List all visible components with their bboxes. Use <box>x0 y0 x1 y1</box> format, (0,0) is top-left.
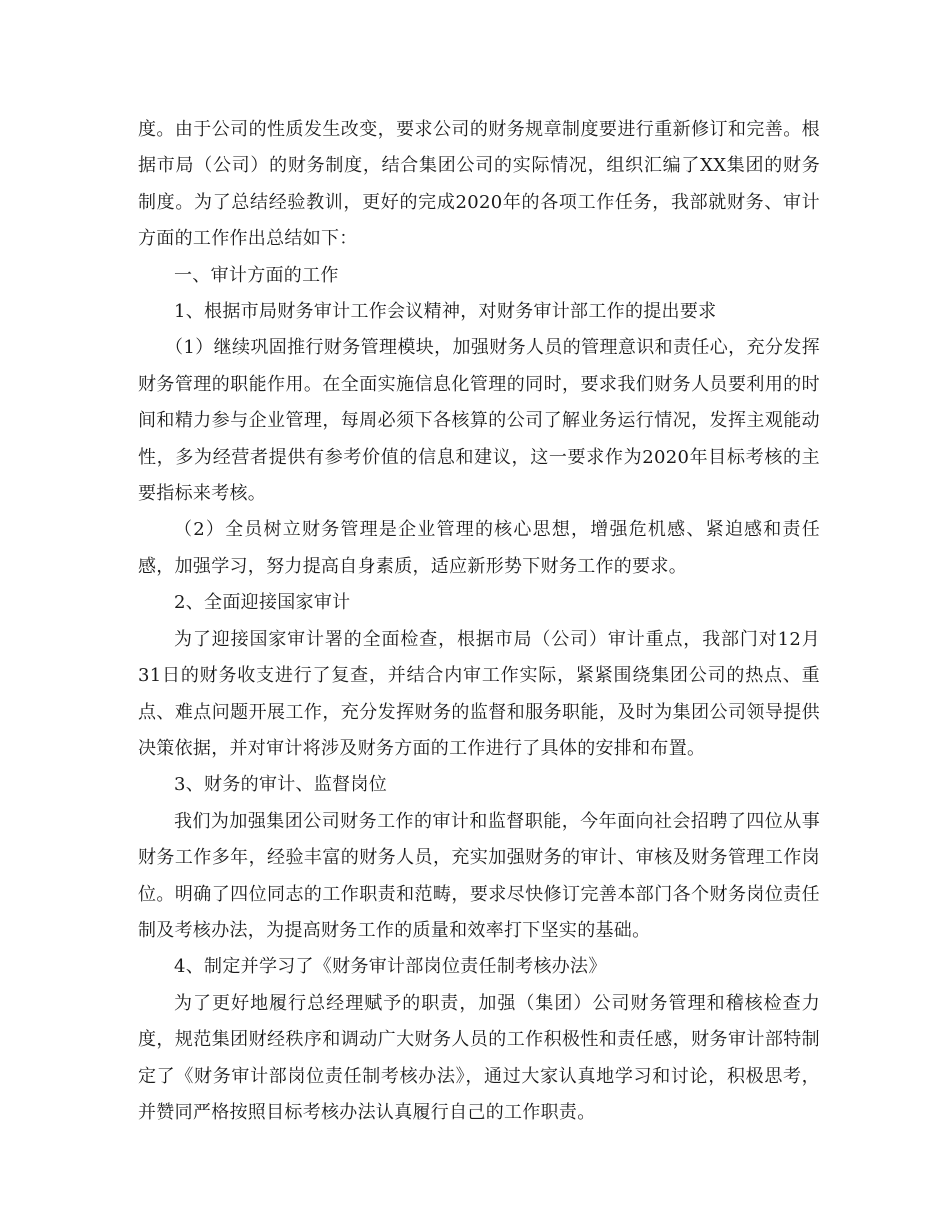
paragraph-item-3: 我们为加强集团公司财务工作的审计和监督职能，今年面向社会招聘了四位从事财务工作多年，经验丰富的财务人员，充实加强财务的审计、审核及财务管理工作岗位。明确了四位同志的工作职责和范畴，要求尽快修订完善本部门各个财务岗位责任制及考核办法，为提高财务工作的质量和效率打下坚实的基础。 <box>138 810 820 941</box>
heading-item-4: 4、制定并学习了《财务审计部岗位责任制考核办法》 <box>174 956 607 978</box>
document-body <box>138 112 820 1131</box>
heading-item-2: 2、全面迎接国家审计 <box>174 592 351 614</box>
heading-item-3: 3、财务的审计、监督岗位 <box>174 774 388 796</box>
heading-item-1: 1、根据市局财务审计工作会议精神，对财务审计部工作的提出要求 <box>174 301 717 323</box>
paragraph-item-1-2: （2）全员树立财务管理是企业管理的核心思想，增强危机感、紧迫感和责任感，加强学习，努力提高自身素质，适应新形势下财务工作的要求。 <box>138 519 820 577</box>
paragraph-intro: 度。由于公司的性质发生改变，要求公司的财务规章制度要进行重新修订和完善。根据市局（公司）的财务制度，结合集团公司的实际情况，组织汇编了XX集团的财务制度。为了总结经验教训，更好的完成2020年的各项工作任务，我部就财务、审计方面的工作作出总结如下： <box>138 119 820 250</box>
paragraph-item-4: 为了更好地履行总经理赋予的职责，加强（集团）公司财务管理和稽核检查力度，规范集团财经秩序和调动广大财务人员的工作积极性和责任感，财务审计部特制定了《财务审计部岗位责任制考核办法》，通过大家认真地学习和讨论，积极思考，并赞同严格按照目标考核办法认真履行自己的工作职责。 <box>138 992 820 1123</box>
paragraph-item-1-1: （1）继续巩固推行财务管理模块，加强财务人员的管理意识和责任心，充分发挥财务管理的职能作用。在全面实施信息化管理的同时，要求我们财务人员要利用的时间和精力参与企业管理，每周必须下各核算的公司了解业务运行情况，发挥主观能动性，多为经营者提供有参考价值的信息和建议，这一要求作为2020年目标考核的主要指标来考核。 <box>138 337 820 505</box>
heading-audit-work: 一、审计方面的工作 <box>174 264 339 286</box>
paragraph-item-2: 为了迎接国家审计署的全面检查，根据市局（公司）审计重点，我部门对12月31日的财务收支进行了复查，并结合内审工作实际，紧紧围绕集团公司的热点、重点、难点问题开展工作，充分发挥财务的监督和服务职能，及时为集团公司领导提供决策依据，并对审计将涉及财务方面的工作进行了具体的安排和布置。 <box>138 628 820 759</box>
